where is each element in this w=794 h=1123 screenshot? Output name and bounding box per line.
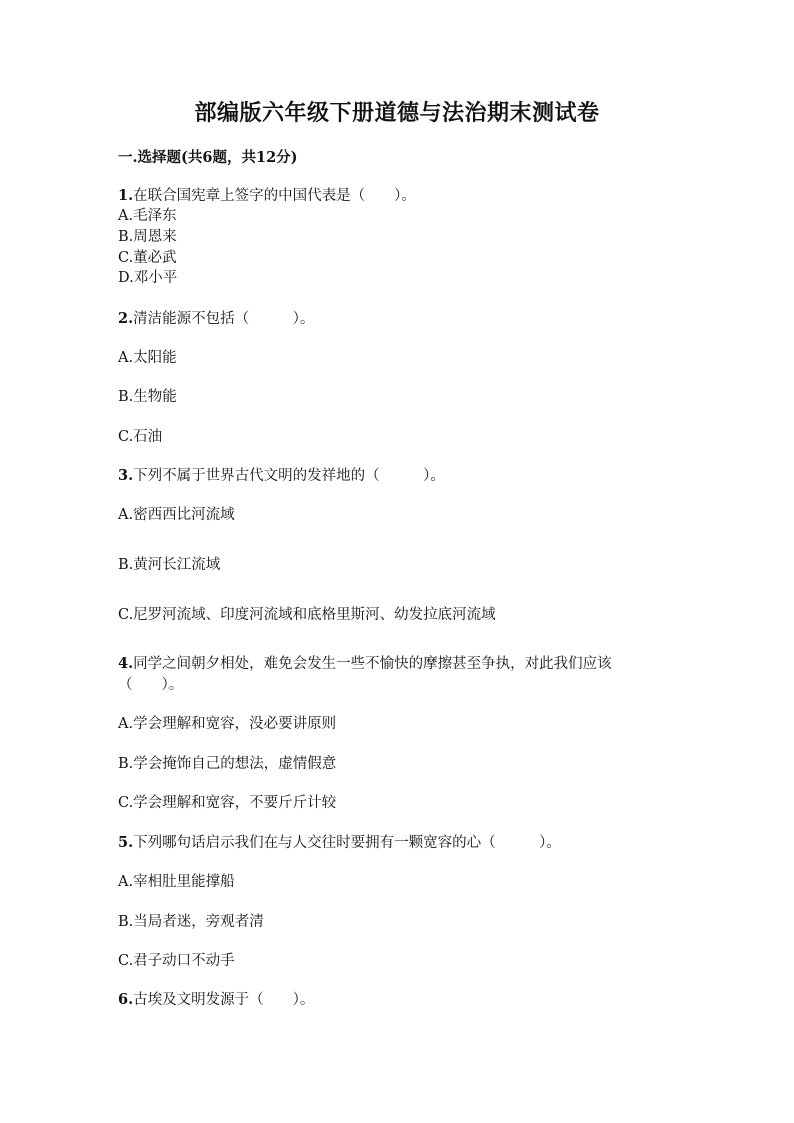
option-2b: B.生物能 [118, 389, 177, 405]
question-number: 1. [118, 187, 134, 204]
question-number: 4. [118, 655, 134, 672]
option-5a: A.宰相肚里能撑船 [118, 874, 235, 890]
option-5b: B.当局者迷，旁观者清 [118, 914, 264, 930]
option-4a: A.学会理解和宽容，没必要讲原则 [118, 716, 337, 732]
question-text: 同学之间朝夕相处，难免会发生一些不愉快的摩擦甚至争执，对此我们应该 [133, 656, 612, 672]
question-number: 2. [118, 310, 134, 327]
option-2a: A.太阳能 [118, 350, 177, 366]
page-title: 部编版六年级下册道德与法治期末测试卷 [194, 100, 600, 126]
option-4b: B.学会掩饰自己的想法，虚情假意 [118, 756, 337, 772]
question-3 [118, 466, 445, 486]
option-3b: B.黄河长江流域 [118, 557, 221, 573]
question-number: 5. [118, 834, 134, 851]
question-1 [118, 186, 416, 206]
question-number: 3. [118, 467, 134, 484]
option-5c: C.君子动口不动手 [118, 953, 235, 969]
question-text: 清洁能源不包括（ ）。 [133, 311, 315, 327]
question-text: 下列不属于世界古代文明的发祥地的（ ）。 [133, 468, 445, 484]
question-text: 下列哪句话启示我们在与人交往时要拥有一颗宽容的心（ ）。 [133, 835, 561, 851]
question-2 [118, 309, 314, 329]
question-4 [118, 654, 612, 674]
option-1b: B.周恩来 [118, 229, 177, 245]
question-number: 6. [118, 991, 134, 1008]
question-4-continuation: （ ）。 [118, 677, 184, 693]
question-text: 在联合国宪章上签字的中国代表是（ ）。 [133, 188, 416, 204]
option-3c: C.尼罗河流域、印度河流域和底格里斯河、幼发拉底河流域 [118, 607, 496, 623]
question-5 [118, 833, 561, 853]
option-1d: D.邓小平 [118, 270, 178, 286]
section-heading: 一.选择题(共6题，共12分) [118, 149, 298, 166]
option-1a: A.毛泽东 [118, 208, 177, 224]
option-1c: C.董必武 [118, 250, 177, 266]
option-3a: A.密西西比河流域 [118, 507, 235, 523]
question-text: 古埃及文明发源于（ ）。 [133, 992, 315, 1008]
option-2c: C.石油 [118, 429, 163, 445]
question-6 [118, 990, 314, 1010]
option-4c: C.学会理解和宽容，不要斤斤计较 [118, 795, 337, 811]
